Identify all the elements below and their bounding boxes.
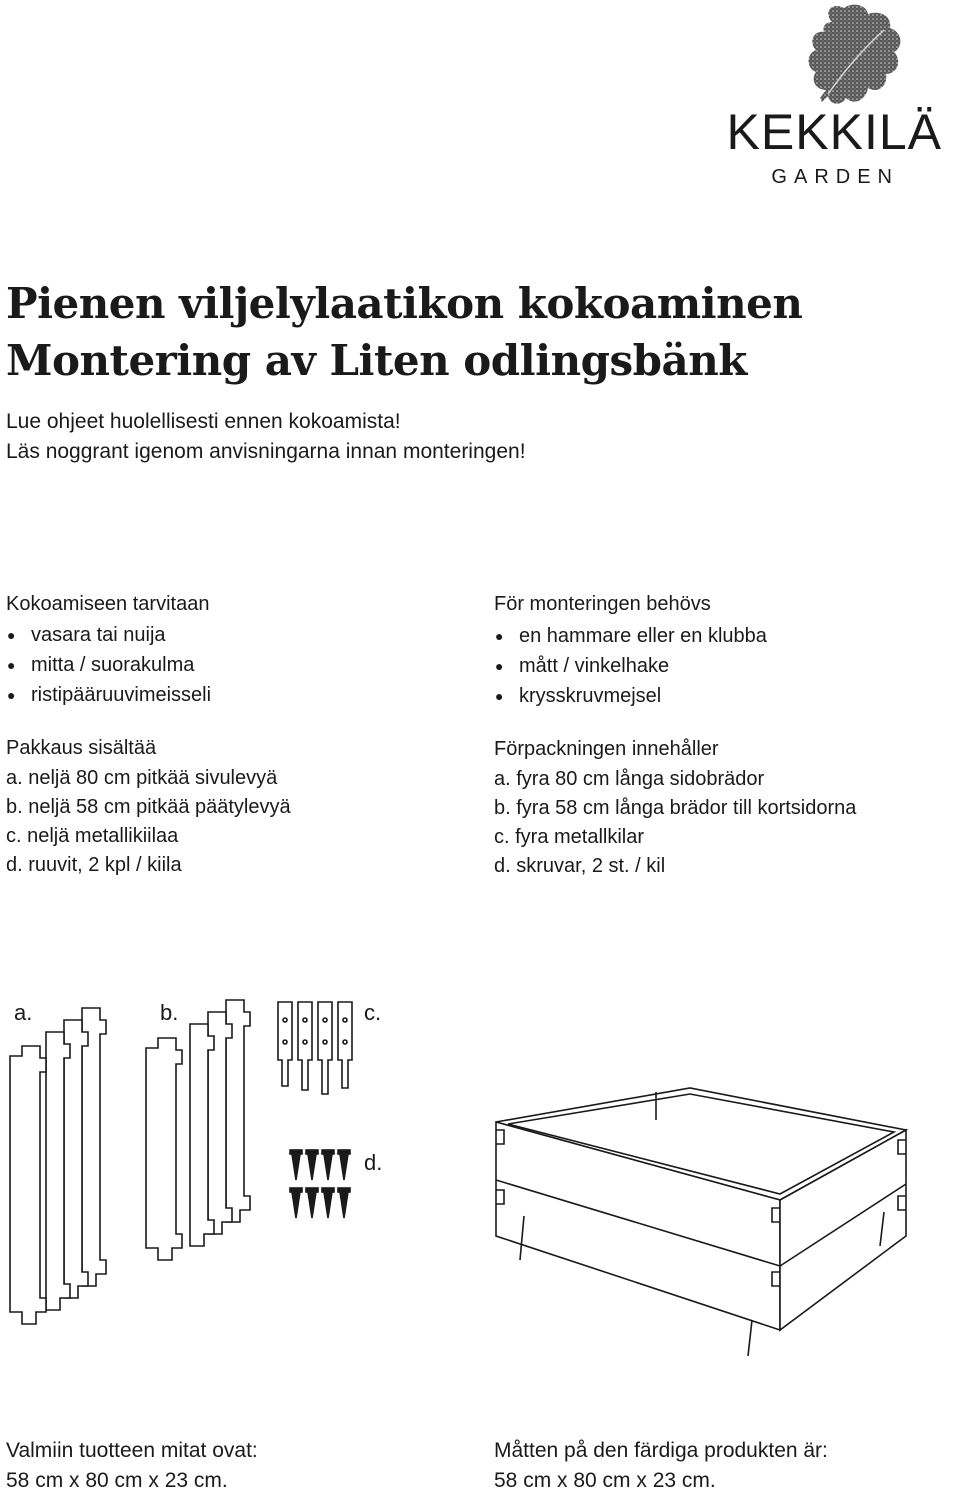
list-item: a. neljä 80 cm pitkää sivulevyä	[6, 767, 278, 789]
contents-list	[494, 765, 856, 881]
contents-heading: Pakkaus sisältää	[6, 737, 157, 759]
bullet-icon: ●	[495, 688, 504, 704]
screw-icon	[290, 1188, 302, 1218]
label-b: b.	[160, 1000, 179, 1025]
screw-icon	[338, 1150, 350, 1180]
list-item: ● ristipääruuvimeisseli	[6, 680, 211, 710]
label-d: d.	[364, 1150, 383, 1175]
list-item: ● vasara tai nuija	[6, 620, 211, 650]
tools-heading: För monteringen behövs	[494, 593, 711, 615]
wedge	[298, 1002, 312, 1090]
list-item: ● krysskruvmejsel	[494, 681, 767, 711]
label-a: a.	[14, 1000, 33, 1025]
parts-illustration	[0, 990, 960, 1370]
intro-sv: Läs noggrant igenom anvisningarna innan monteringen!	[6, 440, 526, 463]
metal-wedges-c	[278, 1002, 352, 1094]
screw-icon	[306, 1188, 318, 1218]
bullet-icon: ●	[7, 687, 16, 703]
column-finnish	[6, 590, 446, 890]
list-item: ● mitta / suorakulma	[6, 650, 211, 680]
bullet-icon: ●	[495, 628, 504, 644]
list-item: a. fyra 80 cm långa sidobrädor	[494, 768, 765, 790]
screws-d	[290, 1150, 350, 1218]
intro-fi: Lue ohjeet huolellisesti ennen kokoamista!	[6, 410, 401, 433]
bullet-icon: ●	[7, 627, 16, 643]
page-title-fi: Pienen viljelylaatikon kokoaminen	[6, 279, 803, 328]
list-item: ● mått / vinkelhake	[494, 651, 767, 681]
end-boards-b	[146, 1000, 250, 1260]
tools-list	[6, 620, 211, 710]
leaf-logo-icon	[792, 2, 912, 110]
screw-icon	[322, 1150, 334, 1180]
contents-heading: Förpackningen innehåller	[494, 738, 719, 760]
screw-icon	[290, 1150, 302, 1180]
side-boards-a	[10, 1008, 106, 1324]
list-item: b. neljä 58 cm pitkää päätylevyä	[6, 796, 291, 818]
wedge	[278, 1002, 292, 1086]
list-item: d. ruuvit, 2 kpl / kiila	[6, 854, 182, 876]
footer-dimensions: 58 cm x 80 cm x 23 cm.	[494, 1469, 716, 1492]
bullet-icon: ●	[7, 657, 16, 673]
list-item: d. skruvar, 2 st. / kil	[494, 855, 666, 877]
footer-swedish	[494, 1436, 828, 1496]
screw-icon	[306, 1150, 318, 1180]
screw-icon	[322, 1188, 334, 1218]
wedge	[318, 1002, 332, 1094]
wedge	[338, 1002, 352, 1088]
footer-label: Måtten på den färdiga produkten är:	[494, 1439, 828, 1462]
list-item: b. fyra 58 cm långa brädor till kortsidorna	[494, 797, 857, 819]
list-item: ● en hammare eller en klubba	[494, 621, 767, 651]
list-item: c. fyra metallkilar	[494, 826, 645, 848]
page-title-sv: Montering av Liten odlingsbänk	[6, 336, 747, 385]
assembled-bed	[496, 1088, 906, 1356]
tools-list	[494, 621, 767, 711]
contents-list	[6, 764, 291, 880]
footer-dimensions: 58 cm x 80 cm x 23 cm.	[6, 1469, 228, 1492]
column-swedish	[494, 590, 944, 890]
brand-name: KEKKILÄ	[726, 104, 942, 160]
brand-subtitle: GARDEN	[771, 166, 899, 188]
screw-icon	[338, 1188, 350, 1218]
label-c: c.	[364, 1000, 382, 1025]
footer-label: Valmiin tuotteen mitat ovat:	[6, 1439, 258, 1462]
bullet-icon: ●	[495, 658, 504, 674]
list-item: c. neljä metallikiilaa	[6, 825, 179, 847]
footer-finnish	[6, 1436, 258, 1496]
tools-heading: Kokoamiseen tarvitaan	[6, 593, 210, 615]
